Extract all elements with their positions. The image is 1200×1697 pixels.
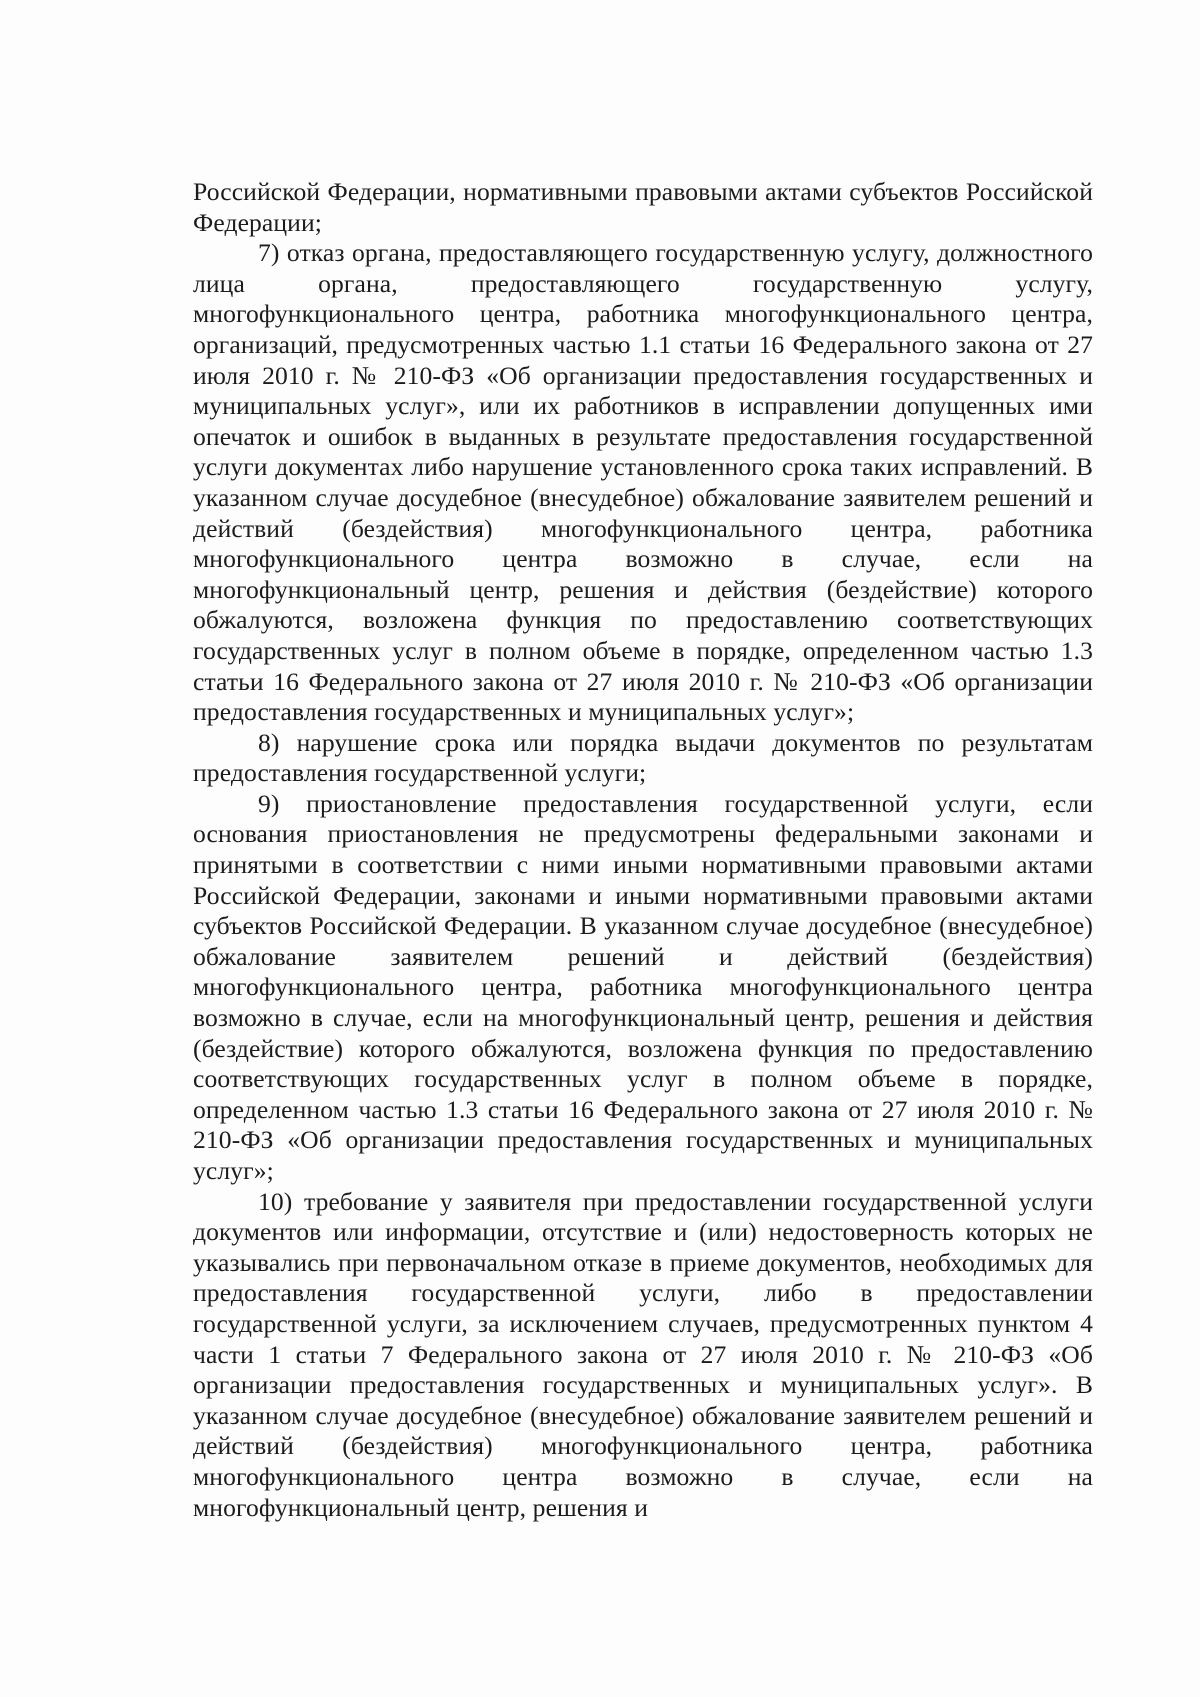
paragraph-item-8: 8) нарушение срока или порядка выдачи документов по результатам предоставления государственной услуги;: [193, 727, 1093, 788]
paragraph-item-9: 9) приостановление предоставления государственной услуги, если основания приостановления не предусмотрены федеральными законами и принятыми в соответствии с ними иными нормативными правовыми актами Российской Федерации, законами и иными нормативными правовыми актами субъектов Российской Федерации. В указанном случае досудебное (внесудебное) обжалование заявителем решений и действий (бездействия) многофункционального центра, работника многофункционального центра возможно в случае, если на многофункциональный центр, решения и действия (бездействие) которого обжалуются, возложена функция по предоставлению соответствующих государственных услуг в полном объеме в порядке, определенном частью 1.3 статьи 16 Федерального закона от 27 июля 2010 г. № 210-ФЗ «Об организации предоставления государственных и муниципальных услуг»;: [193, 788, 1093, 1185]
paragraph-continuation: Российской Федерации, нормативными правовыми актами субъектов Российской Федерации;: [193, 177, 1093, 237]
document-body: [193, 177, 1093, 1523]
paragraph-item-7: 7) отказ органа, предоставляющего государственную услугу, должностного лица органа, предоставляющего государственную услугу, многофункционального центра, работника многофункционального центра, организаций, предусмотренных частью 1.1 статьи 16 Федерального закона от 27 июля 2010 г. № 210-ФЗ «Об организации предоставления государственных и муниципальных услуг», или их работников в исправлении допущенных ими опечаток и ошибок в выданных в результате предоставления государственной услуги документах либо нарушение установленного срока таких исправлений. В указанном случае досудебное (внесудебное) обжалование заявителем решений и действий (бездействия) многофункционального центра, работника многофункционального центра возможно в случае, если на многофункциональный центр, решения и действия (бездействие) которого обжалуются, возложена функция по предоставлению соответствующих государственных услуг в полном объеме в порядке, определенном частью 1.3 статьи 16 Федерального закона от 27 июля 2010 г. № 210-ФЗ «Об организации предоставления государственных и муниципальных услуг»;: [193, 238, 1093, 727]
paragraph-item-10: 10) требование у заявителя при предоставлении государственной услуги документов или информации, отсутствие и (или) недостоверность которых не указывались при первоначальном отказе в приеме документов, необходимых для предоставления государственной услуги, либо в предоставлении государственной услуги, за исключением случаев, предусмотренных пунктом 4 части 1 статьи 7 Федерального закона от 27 июля 2010 г. № 210-ФЗ «Об организации предоставления государственных и муниципальных услуг». В указанном случае досудебное (внесудебное) обжалование заявителем решений и действий (бездействия) многофункционального центра, работника многофункционального центра возможно в случае, если на многофункциональный центр, решения и: [193, 1186, 1093, 1522]
